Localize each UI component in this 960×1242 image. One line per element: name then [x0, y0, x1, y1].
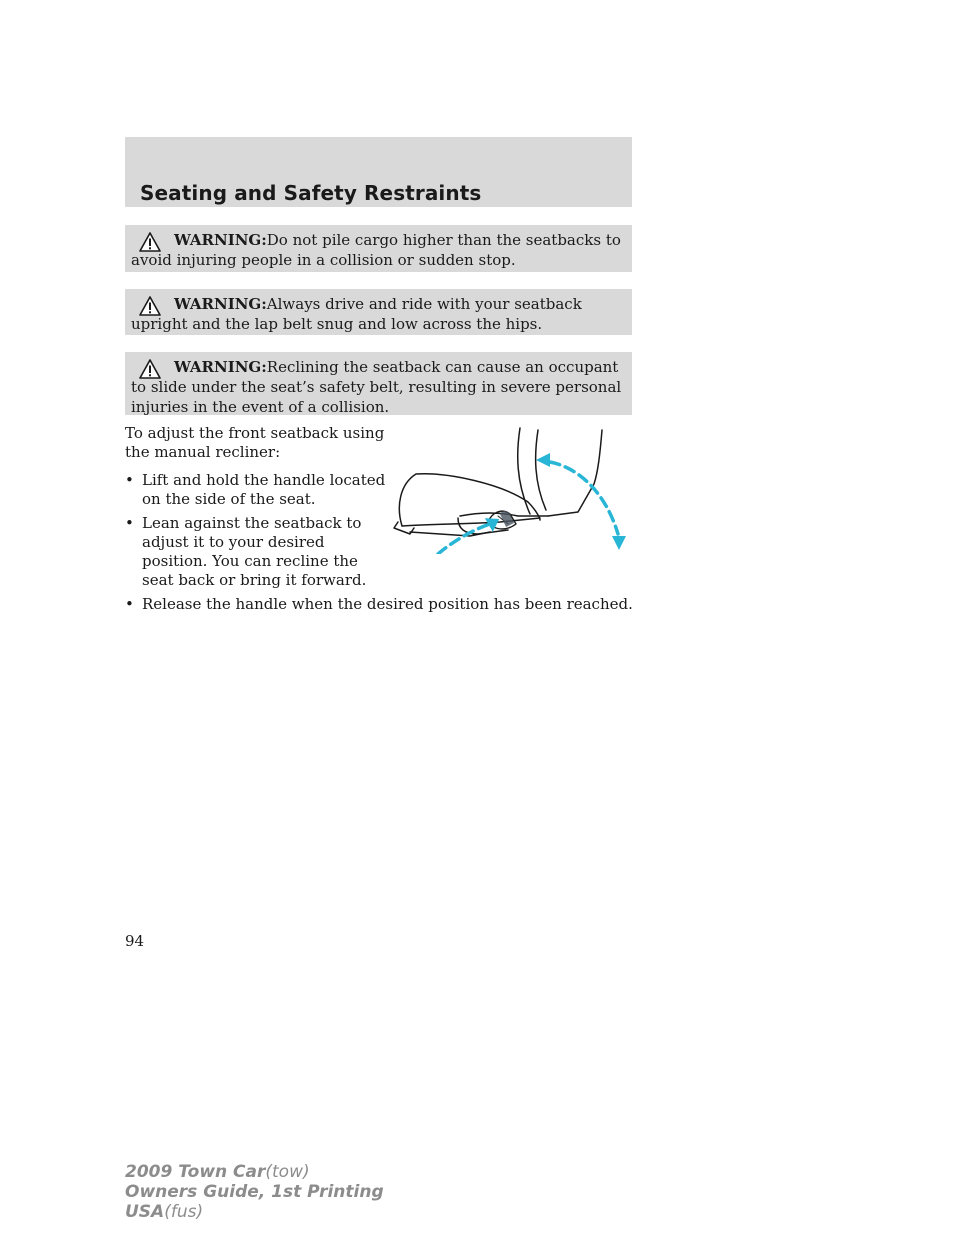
- seatback-inner-edge: [536, 430, 546, 510]
- list-item-text: Lift and hold the handle located on the side of the seat.: [142, 471, 386, 508]
- list-item: [125, 471, 392, 509]
- warning-box-reclining: [125, 352, 632, 415]
- bullet-icon: •: [125, 514, 134, 532]
- arrow-head-back-icon: [612, 536, 626, 550]
- footer-edition: Owners Guide, 1st Printing: [125, 1182, 384, 1202]
- bullet-icon: •: [125, 471, 134, 489]
- footer-model: 2009 Town Car: [125, 1162, 266, 1182]
- footer-market-code: (fus): [164, 1202, 204, 1222]
- warning-box-seatback-upright: [125, 289, 632, 335]
- warning-message: Do not pile cargo higher than the seatbacks to avoid injuring people in a collision or sudden stop.: [131, 231, 621, 269]
- list-item: [125, 514, 392, 590]
- list-item-text: Release the handle when the desired position has been reached.: [142, 595, 633, 613]
- warning-label: WARNING:: [174, 231, 267, 249]
- recline-arrow: [550, 462, 618, 534]
- seatback-front-edge: [518, 428, 530, 514]
- list-item: [125, 595, 642, 614]
- footer-model-code: (tow): [265, 1162, 310, 1182]
- page-number: 94: [125, 932, 145, 950]
- instructions-intro: To adjust the front seatback using the manual recliner:: [125, 424, 385, 461]
- footer-market: USA: [125, 1202, 165, 1222]
- warning-box-cargo: [125, 225, 632, 272]
- warning-message: Always drive and ride with your seatback upright and the lap belt snug and low across the hips.: [131, 295, 582, 333]
- warning-text: [131, 357, 625, 417]
- arrow-head-forward-icon: [536, 453, 550, 467]
- warning-label: WARNING:: [174, 295, 267, 313]
- list-item-text: Lean against the seatback to adjust it to your desired position. You can recline the seat back or bring it forward.: [142, 514, 367, 589]
- seat-recliner-illustration: [390, 424, 635, 554]
- bullet-icon: •: [125, 595, 134, 613]
- warning-text: [131, 230, 625, 270]
- lift-handle-arrow: [438, 524, 490, 554]
- warning-message: Reclining the seatback can cause an occupant to slide under the seat’s safety belt, resulting in severe personal injuries in the event of a collision.: [131, 358, 622, 416]
- warning-text: [131, 294, 625, 334]
- document-footer: [125, 1162, 384, 1222]
- section-title: Seating and Safety Restraints: [140, 181, 482, 205]
- warning-label: WARNING:: [174, 358, 267, 376]
